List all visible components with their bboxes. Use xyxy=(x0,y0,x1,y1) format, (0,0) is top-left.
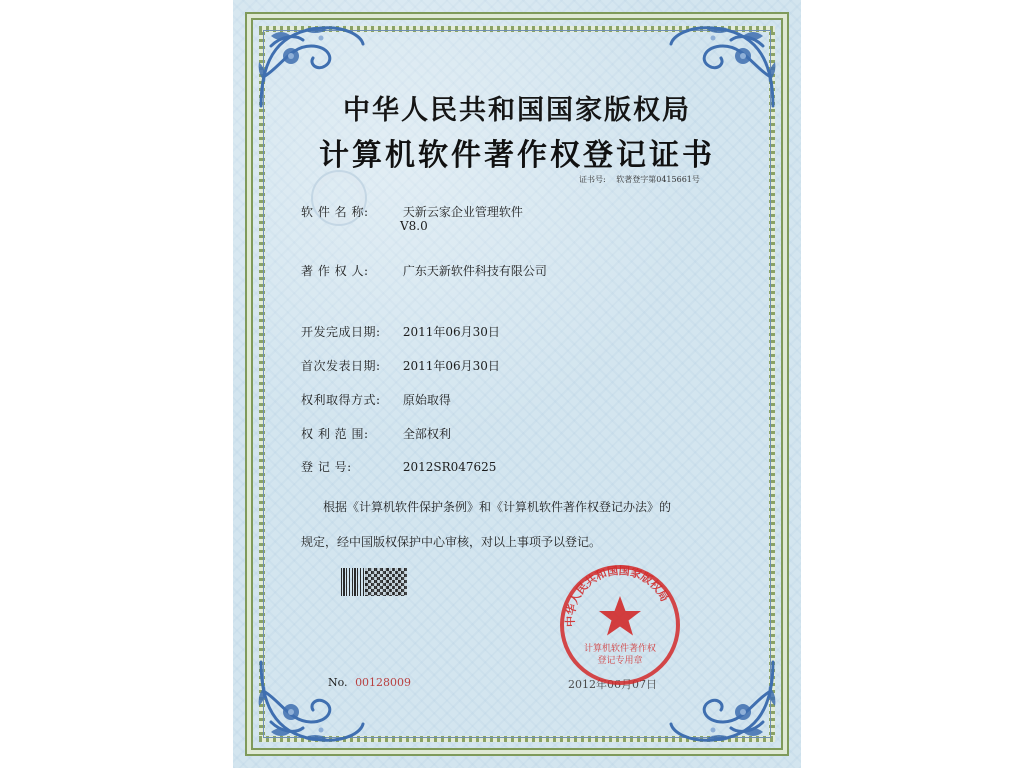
field-copyright-owner xyxy=(301,262,547,279)
serial-number xyxy=(328,676,411,689)
field-rights-scope xyxy=(301,425,451,442)
field-label: 登 记 号: xyxy=(301,460,352,474)
certificate-number-value: 软著登字第0415661号 xyxy=(616,175,700,184)
field-completion-date xyxy=(301,323,500,340)
field-value: 天新云家企业管理软件 xyxy=(402,205,523,219)
field-publication-date xyxy=(301,357,500,374)
field-registration-number xyxy=(301,458,496,475)
field-label: 首次发表日期: xyxy=(301,359,381,373)
serial-label: No. xyxy=(328,676,348,689)
certificate-title: 计算机软件著作权登记证书 xyxy=(319,138,715,173)
body-paragraph-line-1: 根据《计算机软件保护条例》和《计算机软件著作权登记办法》的 xyxy=(323,500,672,514)
field-value: 2012SR047625 xyxy=(402,460,497,474)
corner-ornament-icon xyxy=(251,652,371,752)
field-value: 全部权利 xyxy=(402,427,451,441)
field-value: 广东天新软件科技有限公司 xyxy=(402,264,547,278)
field-label: 权利取得方式: xyxy=(301,393,381,407)
official-seal-icon xyxy=(555,560,685,690)
certificate-number xyxy=(579,174,700,185)
field-label: 开发完成日期: xyxy=(301,325,381,339)
field-software-name xyxy=(301,203,523,233)
seal-inner-line-1: 计算机软件著作权 xyxy=(583,644,657,654)
body-paragraph-line-2: 规定，经中国版权保护中心审核，对以上事项予以登记。 xyxy=(301,535,602,549)
field-label: 权 利 范 围: xyxy=(301,427,369,441)
issue-date: 2012年06月07日 xyxy=(568,678,657,691)
barcode-icon xyxy=(365,568,407,596)
star-icon xyxy=(599,596,641,636)
field-value: 2011年06月30日 xyxy=(402,359,500,373)
field-label: 软 件 名 称: xyxy=(301,205,369,219)
issuing-authority: 中华人民共和国国家版权局 xyxy=(343,95,691,126)
certificate xyxy=(233,0,801,768)
seal-inner-line-2: 登记专用章 xyxy=(597,656,643,666)
field-value: 原始取得 xyxy=(402,393,451,407)
field-value-version: V8.0 xyxy=(400,219,428,233)
serial-value: 00128009 xyxy=(355,676,412,689)
seal-outer-text: 中华人民共和国国家版权局 xyxy=(563,564,672,627)
field-label: 著 作 权 人: xyxy=(301,264,369,278)
certificate-number-label: 证书号: xyxy=(579,175,606,184)
field-acquisition-method xyxy=(301,391,451,408)
field-value: 2011年06月30日 xyxy=(402,325,500,339)
